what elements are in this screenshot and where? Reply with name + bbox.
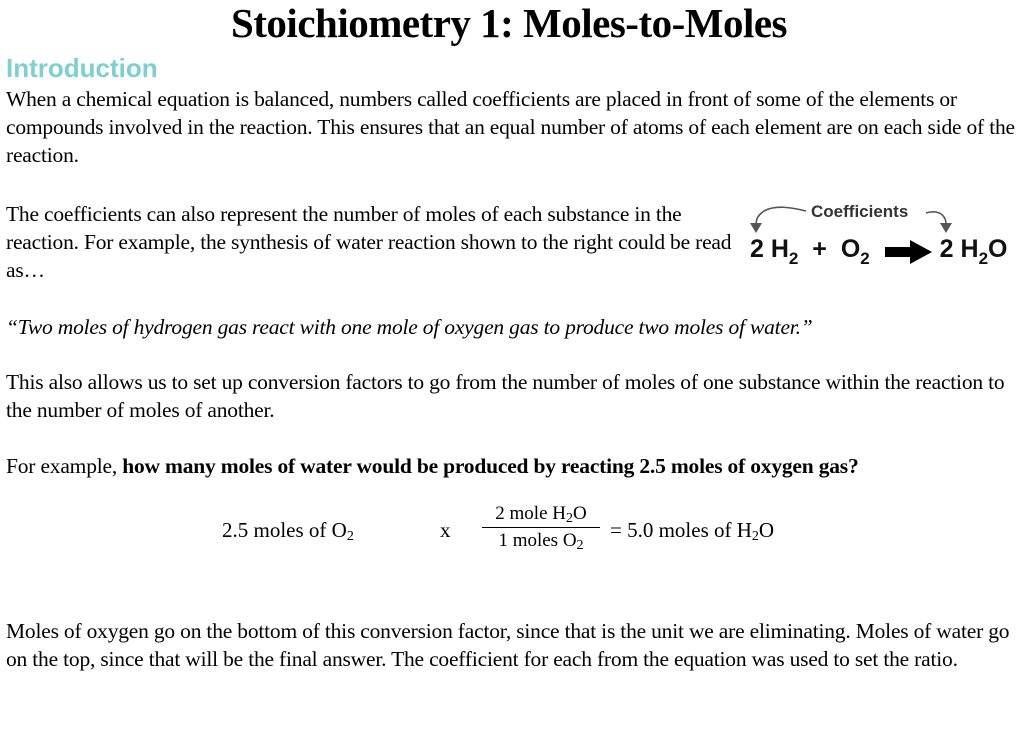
result-quantity: = 5.0 moles of $H_2O$ <box>610 518 775 544</box>
conversion-calculation <box>0 500 1018 570</box>
page-title: Stoichiometry 1: Moles-to-Moles <box>230 0 788 46</box>
equation-figure <box>740 195 1018 280</box>
coefficients-paragraph: The coefficients can also represent the number of moles of each substance in the reaction. For example, the synthesis of water reaction shown to the right could be read as… <box>6 202 732 282</box>
conversion-factor: 2 mole $H_2O$ 1 moles $O_2$ <box>482 503 600 552</box>
explanation-paragraph: Moles of oxygen go on the bottom of this conversion factor, since that is the unit we are eliminating. Moles of water go on the top, since that will be the final answer. The coefficient for each from the equation was used to set the ratio. <box>6 619 1010 671</box>
multiply-sign: x <box>440 518 451 542</box>
quote: “Two moles of hydrogen gas react with one mole of oxygen gas to produce two moles of water.” <box>6 315 813 339</box>
coefficients-label: Coefficients <box>811 202 909 221</box>
intro-paragraph: When a chemical equation is balanced, numbers called coefficients are placed in front of some of the elements or compounds involved in the reaction. This ensures that an equal number of atoms of each element are on each side of the reaction. <box>6 87 1015 167</box>
conversion-paragraph: This also allows us to set up conversion factors to go from the number of moles of one substance within the reaction to the number of moles of another. <box>6 370 1005 422</box>
given-quantity: 2.5 moles of $O_2$ <box>222 518 354 544</box>
section-heading: Introduction <box>6 53 158 83</box>
water-synthesis-equation: 2 $H_2 + O_2$ 2 $H_2O$ <box>750 235 1008 268</box>
example-question: For example, how many moles of water would be produced by reacting 2.5 moles of oxygen gas? <box>6 454 859 478</box>
